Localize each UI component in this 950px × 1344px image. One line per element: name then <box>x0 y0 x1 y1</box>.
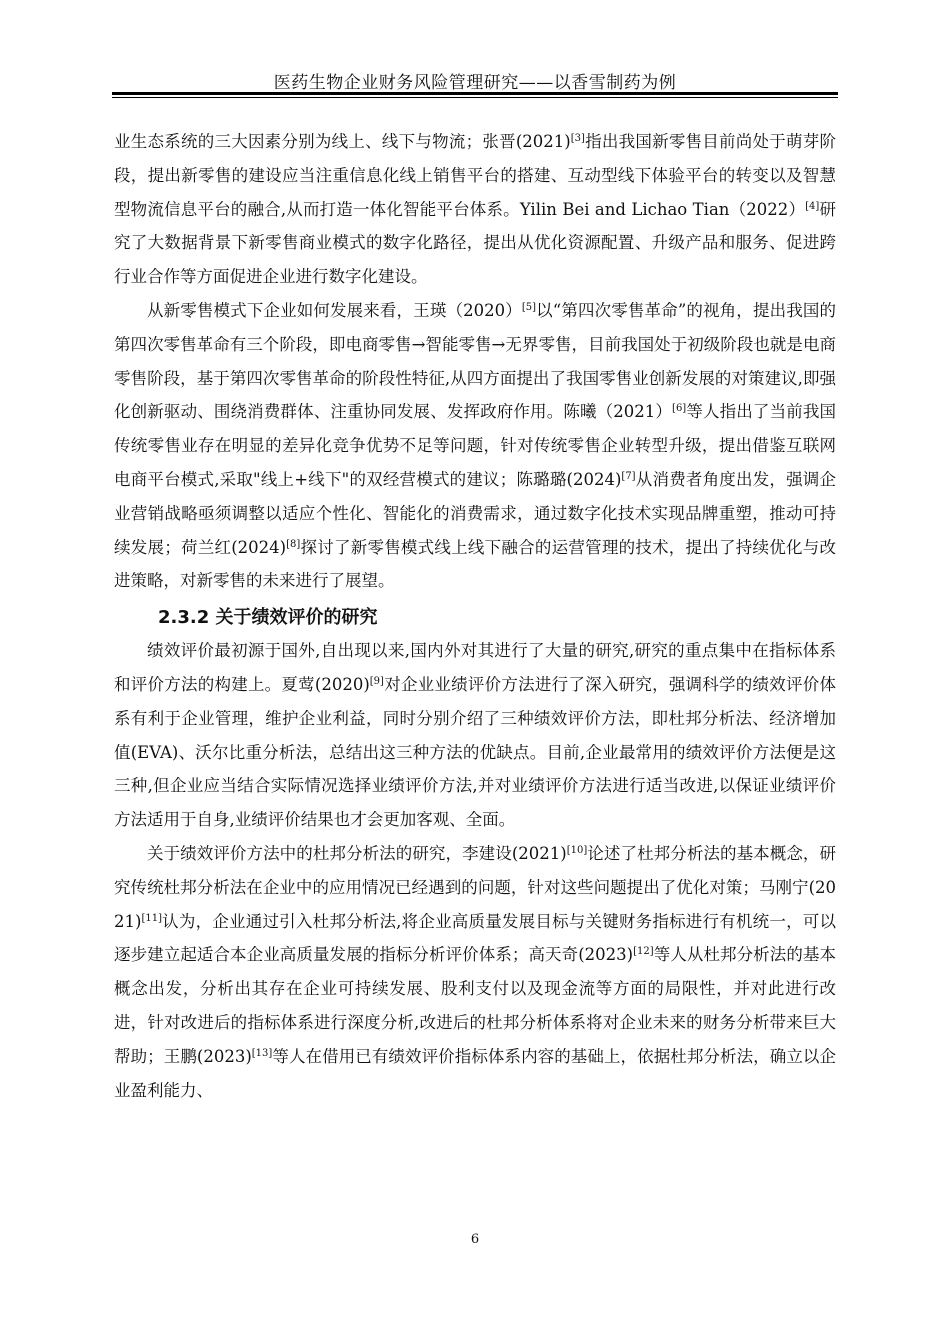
citation-ref: [12] <box>633 946 654 958</box>
citation-ref: [6] <box>672 403 687 415</box>
section-heading: 2.3.2 关于绩效评价的研究 <box>158 607 378 629</box>
text-run: 等人从杜邦分析法的基本概念出发，分析出其存在企业可持续发展、股利支付以及现金流等方面的局限性，并对此进行改进，针对改进后的指标体系进行深度分析,改进后的杜邦分析体系将对企业未来的财务分析带来巨大帮助；王鹏(2023) <box>114 945 836 1066</box>
text-run: 从消费者角度出发，强调企业营销战略亟须调整以适应个性化、智能化的消费需求，通过数字化技术实现品牌重塑，推动可持续发展；荷兰红(2024) <box>114 469 836 557</box>
page-body <box>114 125 836 1107</box>
text-run: 对企业业绩评价方法进行了深入研究，强调科学的绩效评价体系有利于企业管理，维护企业利益，同时分别介绍了三种绩效评价方法，即杜邦分析法、经济增加值(EVA)、沃尔比重分析法，总结出这三种方法的优缺点。目前,企业最常用的绩效评价方法便是这三种,但企业应当结合实际情况选择业绩评价方法,并对业绩评价方法进行适当改进,以保证业绩评价方法适用于自身,业绩评价结果也才会更加客观、全面。 <box>114 674 836 830</box>
text-run: 业生态系统的三大因素分别为线上、线下与物流；张晋(2021) <box>114 132 571 151</box>
paragraph-1 <box>114 125 836 294</box>
text-run: 等人指出了当前我国传统零售业存在明显的差异化竞争优势不足等问题，针对传统零售企业转型升级，提出借鉴互联网电商平台模式,采取"线上+线下"的双经营模式的建议；陈璐璐(2024) <box>114 402 836 489</box>
citation-ref: [5] <box>521 301 537 313</box>
citation-ref: [8] <box>286 538 301 550</box>
citation-ref: [10] <box>566 844 588 856</box>
paragraph-2 <box>114 294 836 598</box>
header-rule <box>112 92 838 98</box>
text-run: 研究了大数据背景下新零售商业模式的数字化路径，提出从优化资源配置、升级产品和服务、促进跨行业合作等方面促进企业进行数字化建设。 <box>114 199 836 287</box>
text-run: 等人在借用已有绩效评价指标体系内容的基础上，依据杜邦分析法，确立以企业盈利能力、 <box>114 1046 836 1100</box>
text-run: 以“第四次零售革命”的视角，提出我国的第四次零售革命有三个阶段，即电商零售→智能零售→无界零售，目前我国处于初级阶段也就是电商零售阶段，基于第四次零售革命的阶段性特征,从四方面提出了我国零售业创新发展的对策建议,即强化创新驱动、围绕消费群体、注重协同发展、发挥政府作用。陈曦（2021） <box>114 300 836 422</box>
text-run: 指出我国新零售目前尚处于萌芽阶段，提出新零售的建设应当注重信息化线上销售平台的搭建、互动型线下体验平台的转变以及智慧型物流信息平台的融合,从而打造一体化智能平台体系。Yilin Bei and Lichao Tian（2022） <box>114 132 836 219</box>
text-run: 论述了杜邦分析法的基本概念，研究传统杜邦分析法在企业中的应用情况已经遇到的问题，针对这些问题提出了优化对策；马刚宁(2021) <box>114 843 837 931</box>
paragraph-3 <box>114 634 836 837</box>
citation-ref: [9] <box>369 675 384 687</box>
citation-ref: [7] <box>621 470 636 482</box>
text-run: 从新零售模式下企业如何发展来看，王瑛（2020） <box>147 300 522 320</box>
text-run: 认为，企业通过引入杜邦分析法,将企业高质量发展目标与关键财务指标进行有机统一，可以逐步建立起适合本企业高质量发展的指标分析评价体系；高天奇(2023) <box>114 911 836 965</box>
citation-ref: [4] <box>805 200 820 212</box>
text-run: 探讨了新零售模式线上线下融合的运营管理的技术，提出了持续优化与改进策略，对新零售的未来进行了展望。 <box>114 537 836 591</box>
page-number: 6 <box>470 1232 480 1247</box>
text-run: 绩效评价最初源于国外,自出现以来,国内外对其进行了大量的研究,研究的重点集中在指标体系和评价方法的构建上。夏莺(2020) <box>114 641 836 694</box>
citation-ref: [13] <box>251 1047 273 1059</box>
citation-ref: [3] <box>570 133 585 144</box>
text-run: 关于绩效评价方法中的杜邦分析法的研究，李建设(2021) <box>147 843 567 863</box>
running-header: 医药生物企业财务风险管理研究——以香雪制药为例 <box>273 73 677 93</box>
citation-ref: [11] <box>141 912 162 924</box>
paragraph-4 <box>114 837 836 1107</box>
